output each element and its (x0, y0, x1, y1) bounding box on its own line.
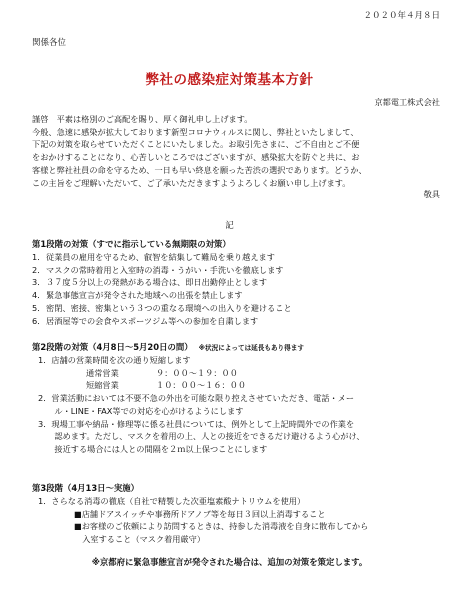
ki-marker: 記 (225, 221, 234, 231)
list-item: 1．さらなる消毒の徹底（自社で精製した次亜塩素酸ナトリウムを使用） (38, 496, 306, 507)
stage1-section (32, 238, 444, 327)
greeting-paragraph (32, 113, 444, 189)
greeting-line: をおかけすることになり、心苦しいところではございますが、感染拡大を防ぐと共に、お (32, 152, 360, 163)
greeting-line: 客様と弊社社員の命を守るため、一日も早い終息を願った苦渋の選択であります。どうか、 (32, 164, 367, 175)
sub-item: 入室すること（マスク着用厳守） (74, 534, 206, 545)
list-item: 1．店舗の営業時間を次の通り短縮します (38, 355, 191, 366)
hours-row: 短縮営業 １０：００～１６：００ (86, 380, 247, 391)
list-item: 4．緊急事態宣言が発令された地域への出張を禁止します (32, 290, 243, 301)
sub-item: ■店舗ドアスイッチや事務所ドアノブ等を毎日３回以上消毒すること (74, 508, 326, 519)
greeting-line: この主旨をご理解いただいて、ご了承いただきますようよろしくお願い申し上げます。 (32, 177, 351, 188)
closing: 敬具 (423, 189, 440, 199)
final-note: ※京都府に緊急事態宣言が発令された場合は、追加の対策を策定します。 (91, 557, 368, 567)
date: ２０２０年４月８日 (363, 11, 440, 21)
stage3-section (32, 482, 444, 546)
sub-item: ■お客様のご依頼により訪問するときは、持参した消毒液を自身に散布してから (74, 521, 369, 532)
hours-row: 通常営業 ９：００～１９：００ (86, 367, 238, 378)
list-item: 6．居酒屋等での会食やスポーツジム等への参加を自粛します (32, 315, 259, 326)
list-item: 1．従業員の雇用を守るため、叡智を結集して難局を乗り越えます (32, 252, 275, 263)
list-item: 2．営業活動においては不要不急の外出を可能な限り控えさせていただき、電話・メー ル・LINE・FAX等での対応を心がけるようにします (38, 393, 355, 416)
greeting-line: 謹啓 平素は格別のご高配を賜り、厚く御礼申し上げます。 (32, 114, 253, 124)
stage2-section (32, 341, 444, 456)
recipients: 関係各位 (32, 38, 67, 48)
company-name: 京都電工株式会社 (374, 97, 440, 107)
list-item: 3．３７度５分以上の発熱がある場合は、即日出勤停止とします (32, 277, 268, 288)
list-item: 3．現場工事や納品・修理等に係る社員については、例外として上記時間外での作業を 認めます。ただし、マスクを着用の上、人との接近をできるだけ避けるよう心がけ、 接近する場合には人との間隔を２ｍ以上保つことにします (38, 418, 365, 454)
greeting-line: 今般、急速に感染が拡大しております新型コロナウィルスに関し、弊社といたしまして、 (32, 126, 359, 137)
greeting-line: 下記の対策を取らせていただくことにいたしました。お取引先さまに、ご不自由とご不便 (32, 139, 360, 150)
stage2-title: 第2段階の対策（4月8日～5月20日の間） ※状況によっては延長もあり得ます (32, 342, 304, 352)
stage3-title: 第3段階（4月13日～実施） (32, 483, 140, 493)
document-title: 弊社の感染症対策基本方針 (145, 72, 314, 88)
stage1-title: 第1段階の対策（すでに指示している無期限の対策） (32, 239, 231, 249)
stage2-note: ※状況によっては延長もあり得ます (198, 344, 304, 352)
list-item: 5．密閉、密接、密集という３つの重なる環境への出入りを避けること (32, 302, 292, 313)
list-item: 2．マスクの常時着用と入室時の消毒・うがい・手洗いを徹底します (32, 264, 284, 275)
